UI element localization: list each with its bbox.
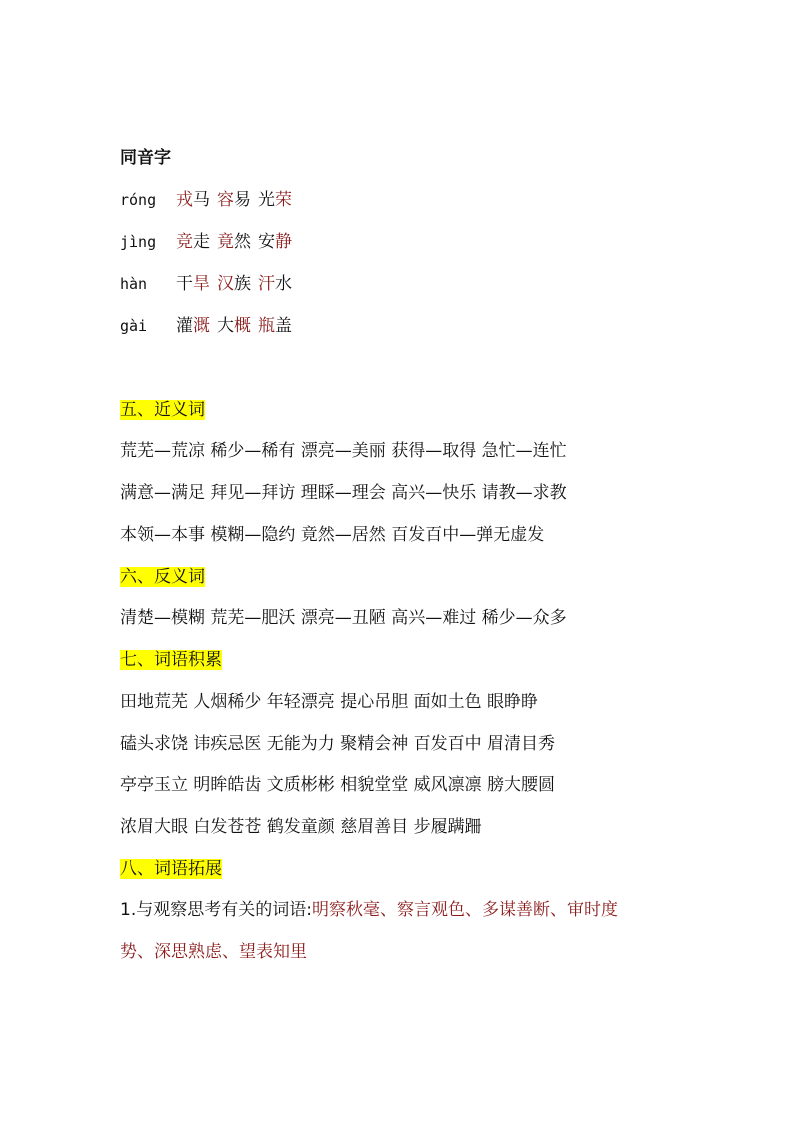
homophone-word: 光荣 <box>258 190 292 210</box>
homophone-word: 大概 <box>217 316 251 336</box>
homophone-word: 瓶盖 <box>258 316 292 336</box>
homophone-word: 竞走 <box>176 232 210 252</box>
accumulation-line: 磕头求饶 讳疾忌医 无能为力 聚精会神 百发百中 眉清目秀 <box>120 734 556 754</box>
pinyin-label: hàn <box>120 275 148 293</box>
expansion-item-1 <box>120 898 618 922</box>
homophone-word: 灌溉 <box>176 316 210 336</box>
pinyin-label: gài <box>120 317 148 335</box>
homophone-row-jing <box>120 230 299 254</box>
accumulation-title: 七、词语积累 <box>120 650 222 670</box>
pinyin-label: jìng <box>120 233 157 251</box>
expansion-item-1-continued: 势、深思熟虑、望表知里 <box>120 942 307 962</box>
antonym-line: 清楚—模糊 荒芜—肥沃 漂亮—丑陋 高兴—难过 稀少—众多 <box>120 608 567 628</box>
synonyms-title: 五、近义词 <box>120 400 205 420</box>
homophone-word: 安静 <box>258 232 292 252</box>
accumulation-line: 田地荒芜 人烟稀少 年轻漂亮 提心吊胆 面如土色 眼睁睁 <box>120 692 539 712</box>
homophone-word: 汗水 <box>258 274 292 294</box>
homophone-word: 戎马 <box>176 190 210 210</box>
accumulation-line: 亭亭玉立 明眸皓齿 文质彬彬 相貌堂堂 威风凛凛 膀大腰圆 <box>120 775 556 795</box>
homophone-row-gai <box>120 314 299 338</box>
synonym-line: 荒芜—荒凉 稀少—稀有 漂亮—美丽 获得—取得 急忙—连忙 <box>120 441 567 461</box>
pinyin-label: róng <box>120 191 157 209</box>
accumulation-line: 浓眉大眼 白发苍苍 鹤发童颜 慈眉善目 步履蹒跚 <box>120 817 482 837</box>
homophone-word: 干旱 <box>176 274 210 294</box>
synonym-line: 本领—本事 模糊—隐约 竟然—居然 百发百中—弹无虚发 <box>120 525 545 545</box>
homophone-row-rong <box>120 188 299 212</box>
expansion-heading <box>120 857 222 881</box>
expansion-item-prefix: 1.与观察思考有关的词语: <box>120 900 312 920</box>
homophone-word: 竟然 <box>217 232 251 252</box>
antonyms-title: 六、反义词 <box>120 567 205 587</box>
expansion-item-words: 明察秋毫、察言观色、多谋善断、审时度 <box>311 900 618 920</box>
expansion-title: 八、词语拓展 <box>120 859 222 879</box>
homophone-word: 汉族 <box>217 274 251 294</box>
antonyms-heading <box>120 565 205 589</box>
homophone-word: 容易 <box>217 190 251 210</box>
homophones-title: 同音字 <box>120 148 171 168</box>
synonym-line: 满意—满足 拜见—拜访 理睬—理会 高兴—快乐 请教—求教 <box>120 483 567 503</box>
synonyms-heading <box>120 398 205 422</box>
accumulation-heading <box>120 648 222 672</box>
homophone-row-han <box>120 272 299 296</box>
